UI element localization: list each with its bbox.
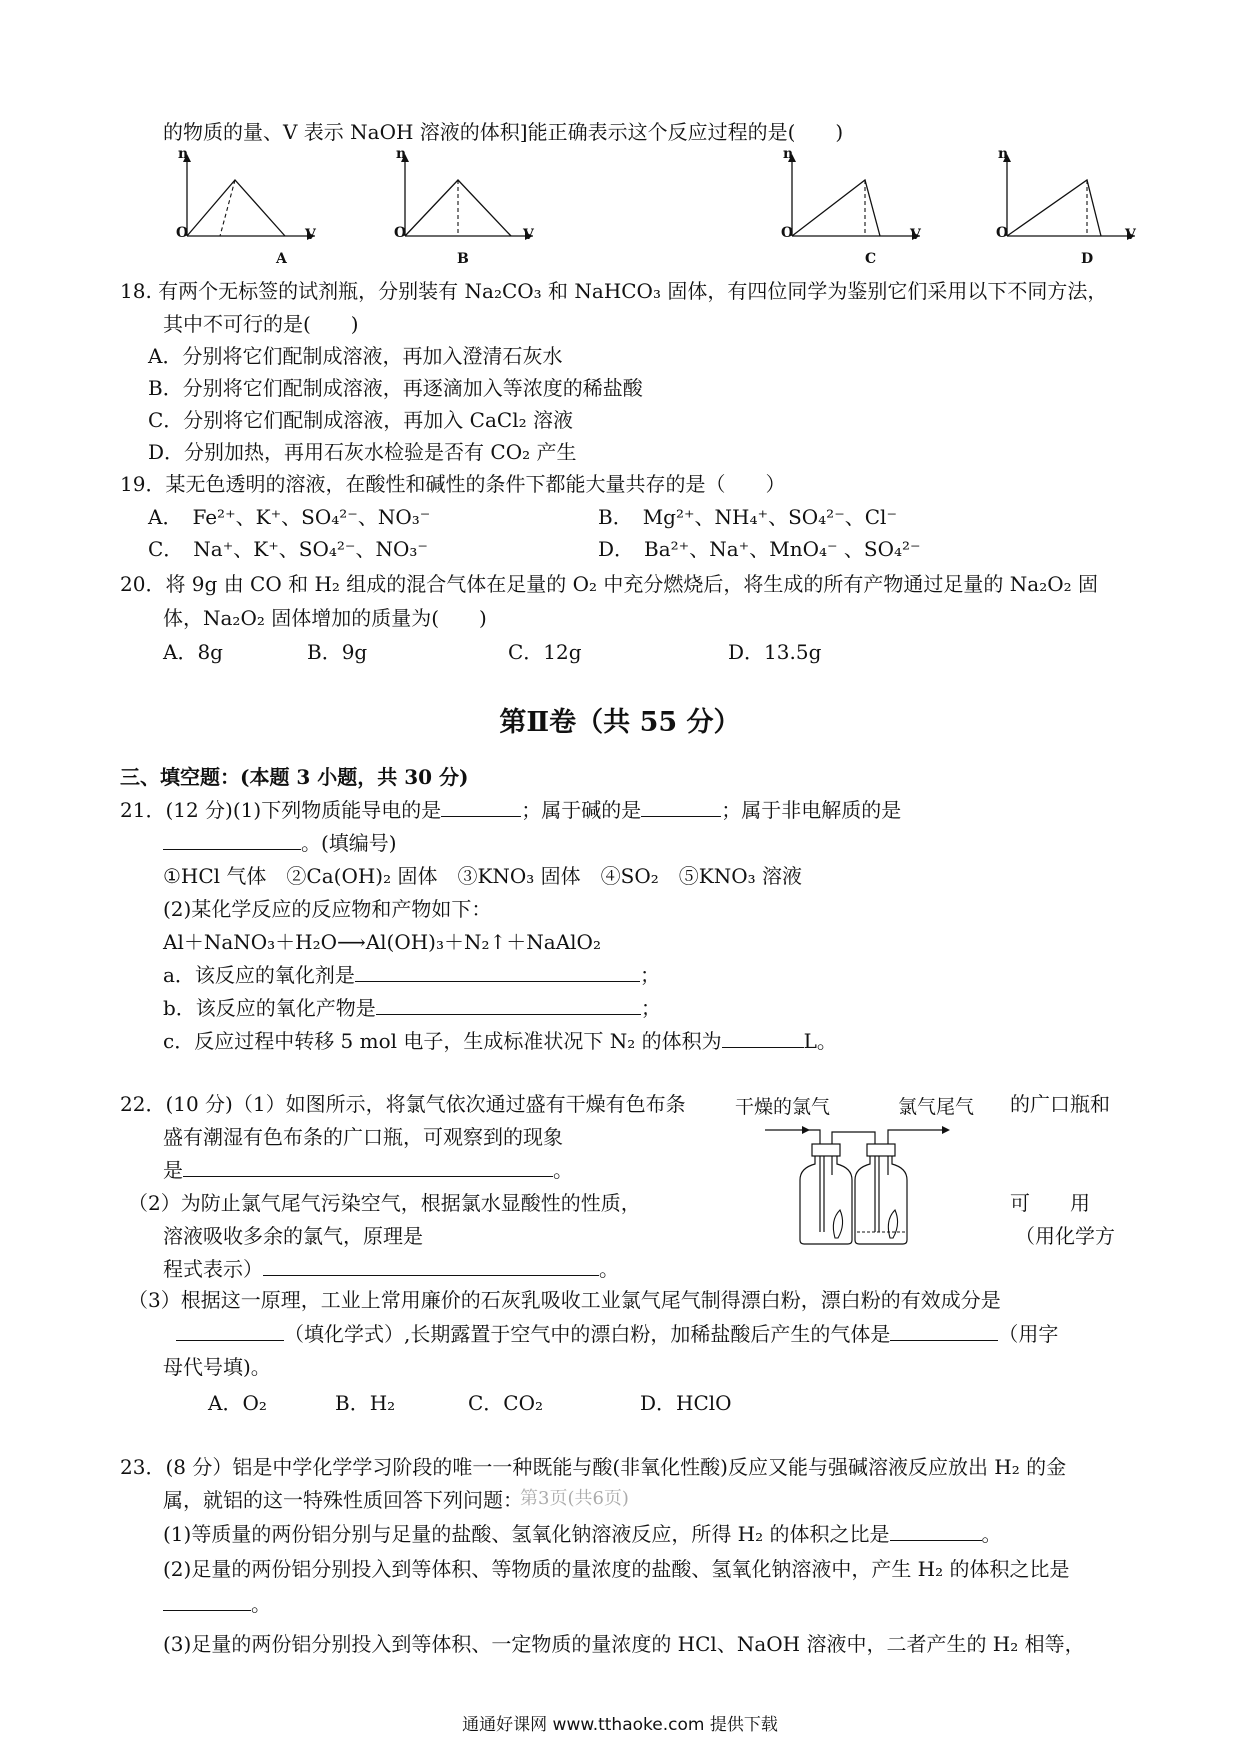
q23-s2-cont [163,1590,271,1618]
q21-c [163,1027,837,1055]
q21-a [163,961,660,989]
q21-blank-conductive[interactable] [441,796,521,817]
q22-p2-line3-end: 。 [599,1257,619,1281]
graph-b [393,150,543,250]
graph-b-label: B [457,251,469,267]
q22-blank-phenomenon[interactable] [183,1156,553,1177]
q22-p3-line3: 母代号填)。 [163,1355,271,1379]
q21-c-prompt: c．反应过程中转移 5 mol 电子，生成标准状况下 N₂ 的体积为 [163,1029,722,1053]
q18-stem-cont: 其中不可行的是( ) [163,312,359,336]
q22-p2-line2: 溶液吸收多余的氯气，原理是 [163,1224,423,1248]
q22-p2-line1-right: 可 用 [1010,1191,1090,1215]
q19-option-d: D． Ba²⁺、Na⁺、MnO₄⁻ 、SO₄²⁻ [598,537,921,561]
q21-line1 [120,796,901,824]
q23-s2: (2)足量的两份铝分别投入到等体积、等物质的量浓度的盐酸、氢氧化钠溶液中，产生 H₂ 的体积之比是 [163,1557,1070,1581]
q18-option-d: D．分别加热，再用石灰水检验是否有 CO₂ 产生 [148,440,577,464]
q21-equation: Al＋NaNO₃＋H₂O⟶Al(OH)₃＋N₂↑＋NaAlO₂ [163,930,601,954]
q21-c-end: L。 [803,1029,837,1053]
section3-title: 三、填空题：(本题 3 小题，共 30 分) [120,765,469,789]
graph-b-y-label: n [396,146,407,162]
q21-blank-base[interactable] [641,796,721,817]
q21-blank-volume[interactable] [722,1027,804,1048]
q22-line3 [163,1156,573,1184]
q22-option-a: A．O₂ [208,1391,267,1415]
q21-line2 [163,829,397,857]
q18-option-c: C．分别将它们配制成溶液，再加入 CaCl₂ 溶液 [148,408,573,432]
q23-overlap-footer: 第3页(共6页) [520,1488,629,1509]
graph-b-origin: O [394,225,407,241]
graph-b-x-label: V [523,227,534,243]
graph-d [995,150,1145,250]
q22-blank-equation[interactable] [263,1255,599,1276]
q22-p3-line2 [176,1320,1058,1348]
q22-p3-line2-end: （用字 [998,1322,1059,1346]
figure-label-dry-chlorine: 干燥的氯气 [735,1096,831,1118]
q23-s1-end: 。 [981,1522,1002,1546]
q18-option-b: B．分别将它们配制成溶液，再逐滴加入等浓度的稀盐酸 [148,376,643,400]
q21-b [163,994,661,1022]
q20-option-a: A．8g [163,640,223,664]
graph-c-origin: O [781,225,794,241]
q18-option-a: A．分别将它们配制成溶液，再加入澄清石灰水 [148,344,563,368]
q21-blank-nonelectrolyte[interactable] [163,829,301,850]
q22-line1: 22．(10 分)（1）如图所示，将氯气依次通过盛有干燥有色布条 [120,1092,686,1116]
q22-option-b: B．H₂ [335,1391,396,1415]
q22-p3-line1: （3）根据这一原理，工业上常用廉价的石灰乳吸收工业氯气尾气制得漂白粉，漂白粉的有效成分是 [128,1288,1001,1312]
q21-blank-oxidant[interactable] [355,961,640,982]
page-footer: 通通好课网 www.tthaoke.com 提供下载 [462,1715,778,1735]
q21-part2-intro: (2)某化学反应的反应物和产物如下： [163,897,492,921]
gas-bottles-figure [760,1120,960,1250]
q22-line3-prompt: 是 [163,1158,183,1182]
q21-a-end: ； [639,963,660,987]
q20-option-b: B．9g [307,640,368,664]
q22-p2-line3-prompt: 程式表示） [163,1257,263,1281]
q23-line2: 属，就铝的这一特殊性质回答下列问题： [163,1488,523,1512]
graph-d-label: D [1081,251,1094,267]
graph-a-y-label: n [178,146,189,162]
q19-option-b: B． Mg²⁺、NH₄⁺、SO₄²⁻、Cl⁻ [598,505,898,529]
q22-line3-end: 。 [553,1158,573,1182]
q23-s3: (3)足量的两份铝分别投入到等体积、一定物质的量浓度的 HCl、NaOH 溶液中，二者产生的 H₂ 相等， [163,1632,1085,1656]
q18-stem: 18. 有两个无标签的试剂瓶，分别装有 Na₂CO₃ 和 NaHCO₃ 固体，有四位同学为鉴别它们采用以下不同方法， [120,279,1108,303]
graph-c [780,150,930,250]
graph-c-y-label: n [783,146,794,162]
q22-p2-line2-right: （用化学方 [1015,1224,1115,1248]
q22-blank-gas[interactable] [890,1320,998,1341]
q21-b-end: ； [640,996,661,1020]
q23-s1 [163,1520,1002,1548]
q20-option-c: C．12g [508,640,582,664]
q19-stem: 19．某无色透明的溶液，在酸性和碱性的条件下都能大量共存的是（ ） [120,472,786,496]
graph-c-label: C [865,251,877,267]
graph-a-x-label: V [305,227,316,243]
q20-stem-cont: 体，Na₂O₂ 固体增加的质量为( ) [163,606,487,630]
graph-a-origin: O [176,225,189,241]
q22-line2: 盛有潮湿有色布条的广口瓶，可观察到的现象 [163,1125,563,1149]
q22-line1-right: 的广口瓶和 [1010,1092,1110,1116]
q21-q1-base-prompt: ；属于碱的是 [521,798,642,822]
q21-substances: ①HCl 气体 ②Ca(OH)₂ 固体 ③KNO₃ 固体 ④SO₂ ⑤KNO₃ 溶液 [163,864,803,888]
q23-line1: 23．(8 分）铝是中学化学学习阶段的唯一一种既能与酸(非氧化性酸)反应又能与强碱溶液反应放出 H₂ 的金 [120,1455,1067,1479]
q21-q1-nonelectrolyte-prompt: ；属于非电解质的是 [721,798,902,822]
graph-a-label: A [276,251,287,267]
q22-p2-line1: （2）为防止氯气尾气污染空气，根据氯水显酸性的性质， [128,1191,641,1215]
q23-blank-ratio1[interactable] [890,1520,982,1541]
q22-option-d: D．HClO [640,1391,732,1415]
q20-stem: 20．将 9g 由 CO 和 H₂ 组成的混合气体在足量的 O₂ 中充分燃烧后，将生成的所有产物通过足量的 Na₂O₂ 固 [120,572,1098,596]
q20-option-d: D．13.5g [728,640,822,664]
q23-s2-end: 。 [251,1592,271,1616]
q22-p2-line3 [163,1255,619,1283]
q17-stem: 的物质的量、V 表示 NaOH 溶液的体积]能正确表示这个反应过程的是( ) [163,120,844,144]
q22-option-c: C．CO₂ [468,1391,544,1415]
graph-a [175,150,325,250]
q22-p3-line2-prompt: （填化学式）,长期露置于空气中的漂白粉，加稀盐酸后产生的气体是 [284,1322,891,1346]
figure-label-tail-gas: 氯气尾气 [898,1096,975,1118]
q23-s1-prompt: (1)等质量的两份铝分别与足量的盐酸、氢氧化钠溶液反应，所得 H₂ 的体积之比是 [163,1522,890,1546]
q22-blank-formula[interactable] [176,1320,284,1341]
q21-q1-prompt: 21．(12 分)(1)下列物质能导电的是 [120,798,442,822]
graph-c-x-label: V [910,227,921,243]
q21-blank-oxidation-product[interactable] [376,994,641,1015]
q23-blank-ratio2[interactable] [163,1590,251,1611]
q19-option-a: A． Fe²⁺、K⁺、SO₄²⁻、NO₃⁻ [148,505,431,529]
graph-d-origin: O [996,225,1009,241]
q21-fill-note: 。(填编号) [301,831,397,855]
q19-option-c: C． Na⁺、K⁺、SO₄²⁻、NO₃⁻ [148,537,428,561]
part2-title: 第Ⅱ卷（共 55 分） [499,707,741,738]
q21-b-prompt: b．该反应的氧化产物是 [163,996,376,1020]
q21-a-prompt: a．该反应的氧化剂是 [163,963,355,987]
graph-d-x-label: V [1125,227,1136,243]
graph-d-y-label: n [998,146,1009,162]
